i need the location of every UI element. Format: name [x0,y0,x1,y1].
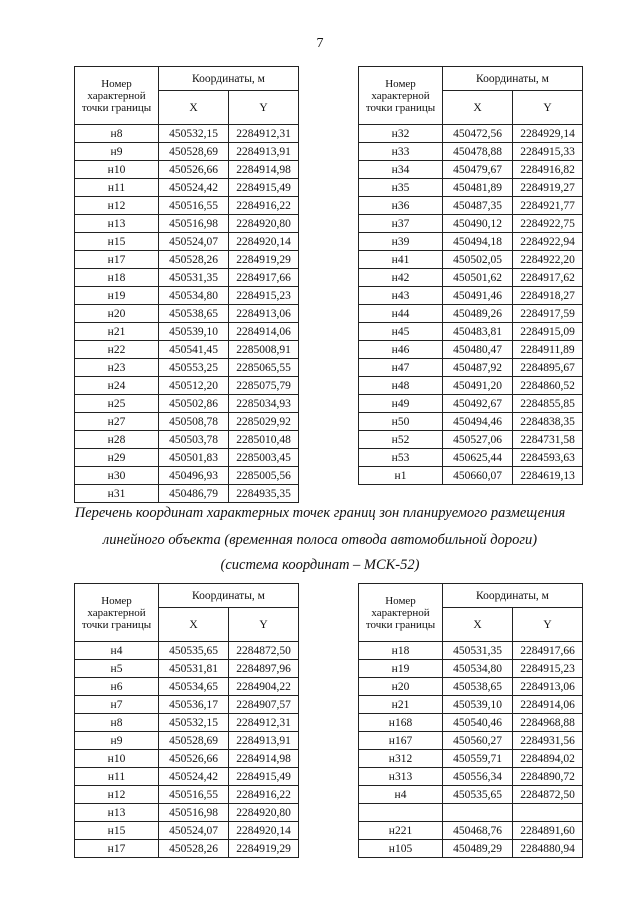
cell-x: 450487,35 [443,197,513,215]
cell-y: 2284917,59 [513,305,583,323]
table-row [75,732,299,750]
cell-x: 450479,67 [443,161,513,179]
cell-point: н105 [359,840,443,858]
cell-y [513,804,583,822]
table-row [359,377,583,395]
cell-point: н19 [75,287,159,305]
table-row [75,714,299,732]
cell-x: 450625,44 [443,449,513,467]
table-row [75,233,299,251]
cell-x: 450501,62 [443,269,513,287]
header-x: X [443,91,513,125]
cell-y: 2285003,45 [229,449,299,467]
cell-y: 2284917,62 [513,269,583,287]
table-row [75,431,299,449]
cell-point: н49 [359,395,443,413]
cell-point: н23 [75,359,159,377]
header-y: Y [513,608,583,642]
cell-point: н7 [75,696,159,714]
cell-point: н28 [75,431,159,449]
cell-y: 2284922,75 [513,215,583,233]
cell-point: н17 [75,251,159,269]
header-coords-label: Координаты, м [443,67,583,91]
cell-point: н53 [359,449,443,467]
table-row [75,395,299,413]
cell-y: 2284913,06 [513,678,583,696]
table-row [359,449,583,467]
header-coords-label: Координаты, м [159,67,299,91]
cell-point: н22 [75,341,159,359]
caption-line-2: линейного объекта (временная полоса отвода автомобильной дороги) [102,532,538,548]
cell-y: 2284911,89 [513,341,583,359]
table-row [75,359,299,377]
cell-x: 450489,29 [443,840,513,858]
table-header-row [75,67,299,91]
cell-x: 450539,10 [443,696,513,714]
cell-y: 2284921,77 [513,197,583,215]
cell-x: 450541,45 [159,341,229,359]
cell-point: н168 [359,714,443,732]
table-row [75,750,299,768]
table-row [359,143,583,161]
table-row [359,341,583,359]
cell-y: 2284931,56 [513,732,583,750]
table-row [75,449,299,467]
cell-x: 450480,47 [443,341,513,359]
cell-y: 2284915,09 [513,323,583,341]
cell-point: н29 [75,449,159,467]
cell-point: н21 [359,696,443,714]
cell-x: 450539,10 [159,323,229,341]
cell-y: 2284914,06 [229,323,299,341]
cell-y: 2284917,66 [513,642,583,660]
table-row [75,822,299,840]
cell-point: н47 [359,359,443,377]
table-row [75,804,299,822]
cell-point: н18 [359,642,443,660]
cell-point: н10 [75,161,159,179]
cell-y: 2284916,22 [229,197,299,215]
cell-y: 2284895,67 [513,359,583,377]
cell-y: 2284593,63 [513,449,583,467]
table-row [75,696,299,714]
cell-point: н39 [359,233,443,251]
cell-point: н8 [75,125,159,143]
table-row [359,750,583,768]
cell-x: 450502,05 [443,251,513,269]
table-row [359,269,583,287]
cell-y: 2284922,94 [513,233,583,251]
table-row [75,161,299,179]
cell-x: 450534,80 [159,287,229,305]
table-row [75,413,299,431]
cell-y: 2284915,23 [229,287,299,305]
table-row [359,413,583,431]
cell-x: 450516,98 [159,804,229,822]
cell-y: 2284890,72 [513,768,583,786]
header-y: Y [229,608,299,642]
cell-y: 2284904,22 [229,678,299,696]
cell-y: 2284918,27 [513,287,583,305]
cell-x: 450534,80 [443,660,513,678]
cell-x: 450483,81 [443,323,513,341]
coord-table-3 [74,583,299,858]
cell-y: 2284860,52 [513,377,583,395]
cell-y: 2284920,80 [229,215,299,233]
table-row [359,660,583,678]
cell-x: 450526,66 [159,750,229,768]
header-y: Y [513,91,583,125]
cell-y: 2284907,57 [229,696,299,714]
table-row [359,197,583,215]
cell-point: н36 [359,197,443,215]
cell-point: н48 [359,377,443,395]
cell-x: 450660,07 [443,467,513,485]
cell-x: 450538,65 [159,305,229,323]
cell-point: н15 [75,822,159,840]
cell-x: 450524,07 [159,822,229,840]
cell-point: н42 [359,269,443,287]
cell-x: 450531,35 [159,269,229,287]
table-row [359,714,583,732]
cell-point: н9 [75,143,159,161]
cell-x: 450524,42 [159,179,229,197]
header-y: Y [229,91,299,125]
cell-x: 450553,25 [159,359,229,377]
cell-y: 2284914,06 [513,696,583,714]
table-row [75,179,299,197]
cell-x: 450540,46 [443,714,513,732]
table-row [359,305,583,323]
table-row [359,786,583,804]
cell-x: 450527,06 [443,431,513,449]
cell-point: н35 [359,179,443,197]
cell-y: 2284922,20 [513,251,583,269]
table-row [359,678,583,696]
page-number: 7 [316,36,324,51]
table-row [75,840,299,858]
cell-point: н41 [359,251,443,269]
cell-x: 450491,46 [443,287,513,305]
cell-point: н34 [359,161,443,179]
cell-point: н30 [75,467,159,485]
cell-x: 450490,12 [443,215,513,233]
table-row [75,125,299,143]
cell-y: 2285005,56 [229,467,299,485]
table-row [359,323,583,341]
cell-point: н15 [75,233,159,251]
cell-point: н18 [75,269,159,287]
cell-x: 450481,89 [443,179,513,197]
cell-y: 2284916,82 [513,161,583,179]
cell-point: н50 [359,413,443,431]
cell-x: 450516,55 [159,786,229,804]
table-row [359,233,583,251]
cell-y: 2285008,91 [229,341,299,359]
cell-y: 2284894,02 [513,750,583,768]
cell-y: 2284919,29 [229,251,299,269]
cell-y: 2284731,58 [513,431,583,449]
cell-y: 2284855,85 [513,395,583,413]
cell-x: 450502,86 [159,395,229,413]
table-row [75,678,299,696]
cell-x: 450535,65 [443,786,513,804]
cell-y: 2284619,13 [513,467,583,485]
table-row [75,786,299,804]
cell-x: 450494,46 [443,413,513,431]
cell-y: 2284917,66 [229,269,299,287]
cell-x: 450531,81 [159,660,229,678]
table-row [75,215,299,233]
cell-x: 450486,79 [159,485,229,503]
cell-y: 2284897,96 [229,660,299,678]
table-row [359,359,583,377]
table-row [75,768,299,786]
table-row [359,287,583,305]
cell-y: 2284915,49 [229,179,299,197]
cell-point: н46 [359,341,443,359]
cell-y: 2284914,98 [229,161,299,179]
cell-x: 450528,69 [159,732,229,750]
cell-y: 2285075,79 [229,377,299,395]
cell-x: 450556,34 [443,768,513,786]
cell-point: н221 [359,822,443,840]
cell-x: 450560,27 [443,732,513,750]
cell-point: н6 [75,678,159,696]
cell-x: 450494,18 [443,233,513,251]
cell-y: 2285065,55 [229,359,299,377]
cell-point: н31 [75,485,159,503]
table-row [359,395,583,413]
table-row [75,485,299,503]
cell-point: н33 [359,143,443,161]
cell-point: н4 [359,786,443,804]
cell-point: н12 [75,197,159,215]
table-row [359,804,583,822]
cell-point: н167 [359,732,443,750]
table-row [359,467,583,485]
cell-y: 2284838,35 [513,413,583,431]
cell-point: н45 [359,323,443,341]
coord-table-4 [358,583,583,858]
cell-point: н312 [359,750,443,768]
cell-x: 450535,65 [159,642,229,660]
cell-y: 2284968,88 [513,714,583,732]
header-coords-label: Координаты, м [159,584,299,608]
cell-point: н17 [75,840,159,858]
cell-point: н10 [75,750,159,768]
cell-y: 2284915,33 [513,143,583,161]
cell-x: 450538,65 [443,678,513,696]
cell-point: н9 [75,732,159,750]
table-row [359,696,583,714]
cell-y: 2284872,50 [513,786,583,804]
cell-x: 450524,42 [159,768,229,786]
table-row [75,197,299,215]
cell-x: 450516,55 [159,197,229,215]
cell-y: 2284919,27 [513,179,583,197]
table-header-row [359,67,583,91]
cell-x [443,804,513,822]
header-coords-label: Координаты, м [443,584,583,608]
table-row [75,323,299,341]
header-point-label: Номер характерной точки границы [75,584,159,642]
cell-y: 2284915,49 [229,768,299,786]
cell-point: н44 [359,305,443,323]
cell-point: н4 [75,642,159,660]
cell-x: 450472,56 [443,125,513,143]
table-row [359,840,583,858]
cell-point: н313 [359,768,443,786]
cell-y: 2284913,91 [229,143,299,161]
table-row [75,660,299,678]
header-x: X [159,608,229,642]
cell-x: 450532,15 [159,714,229,732]
table-row [359,732,583,750]
cell-x: 450496,93 [159,467,229,485]
caption-line-3: (система координат – МСК-52) [220,557,420,573]
table-row [75,341,299,359]
table-row [75,143,299,161]
table-row [75,251,299,269]
cell-y: 2284912,31 [229,125,299,143]
cell-point: н21 [75,323,159,341]
header-x: X [159,91,229,125]
cell-x: 450516,98 [159,215,229,233]
cell-point: н20 [359,678,443,696]
cell-x: 450526,66 [159,161,229,179]
header-x: X [443,608,513,642]
cell-point: н11 [75,768,159,786]
cell-y: 2284891,60 [513,822,583,840]
cell-y: 2284929,14 [513,125,583,143]
cell-y: 2284920,14 [229,233,299,251]
cell-point: н19 [359,660,443,678]
table-row [359,161,583,179]
table-row [359,179,583,197]
table-row [359,431,583,449]
cell-point: н11 [75,179,159,197]
cell-y: 2284920,80 [229,804,299,822]
cell-point: н13 [75,804,159,822]
cell-x: 450503,78 [159,431,229,449]
cell-y: 2284916,22 [229,786,299,804]
cell-x: 450528,26 [159,251,229,269]
cell-point: н25 [75,395,159,413]
cell-x: 450501,83 [159,449,229,467]
cell-y: 2284913,06 [229,305,299,323]
table-row [75,377,299,395]
cell-point: н8 [75,714,159,732]
header-point-label: Номер характерной точки границы [359,67,443,125]
coord-table-2 [358,66,583,485]
cell-y: 2284912,31 [229,714,299,732]
cell-x: 450528,69 [159,143,229,161]
cell-x: 450487,92 [443,359,513,377]
cell-x: 450512,20 [159,377,229,395]
table-row [359,642,583,660]
cell-x: 450468,76 [443,822,513,840]
cell-y: 2284914,98 [229,750,299,768]
table-header-row [75,584,299,608]
cell-x: 450524,07 [159,233,229,251]
cell-x: 450528,26 [159,840,229,858]
cell-point: н24 [75,377,159,395]
cell-x: 450508,78 [159,413,229,431]
cell-x: 450532,15 [159,125,229,143]
cell-point: н27 [75,413,159,431]
cell-point: н12 [75,786,159,804]
cell-x: 450559,71 [443,750,513,768]
cell-point [359,804,443,822]
cell-y: 2285029,92 [229,413,299,431]
cell-y: 2284919,29 [229,840,299,858]
cell-x: 450536,17 [159,696,229,714]
cell-y: 2284872,50 [229,642,299,660]
table-row [75,287,299,305]
cell-x: 450492,67 [443,395,513,413]
cell-point: н37 [359,215,443,233]
table-row [359,125,583,143]
cell-point: н43 [359,287,443,305]
caption-line-1: Перечень координат характерных точек границ зон планируемого размещения [74,505,566,521]
cell-y: 2285034,93 [229,395,299,413]
table-row [75,269,299,287]
cell-point: н5 [75,660,159,678]
cell-x: 450534,65 [159,678,229,696]
cell-point: н32 [359,125,443,143]
table-row [359,251,583,269]
cell-point: н20 [75,305,159,323]
cell-x: 450491,20 [443,377,513,395]
cell-point: н52 [359,431,443,449]
cell-y: 2284913,91 [229,732,299,750]
cell-point: н13 [75,215,159,233]
cell-y: 2284920,14 [229,822,299,840]
table-row [359,768,583,786]
cell-y: 2284935,35 [229,485,299,503]
coord-table-1 [74,66,299,503]
cell-point: н1 [359,467,443,485]
header-point-label: Номер характерной точки границы [359,584,443,642]
cell-x: 450531,35 [443,642,513,660]
table-row [359,822,583,840]
table-row [75,305,299,323]
cell-x: 450478,88 [443,143,513,161]
table-row [75,642,299,660]
table-header-row [359,584,583,608]
table-row [75,467,299,485]
cell-y: 2284880,94 [513,840,583,858]
cell-x: 450489,26 [443,305,513,323]
table-row [359,215,583,233]
cell-y: 2284915,23 [513,660,583,678]
cell-y: 2285010,48 [229,431,299,449]
header-point-label: Номер характерной точки границы [75,67,159,125]
